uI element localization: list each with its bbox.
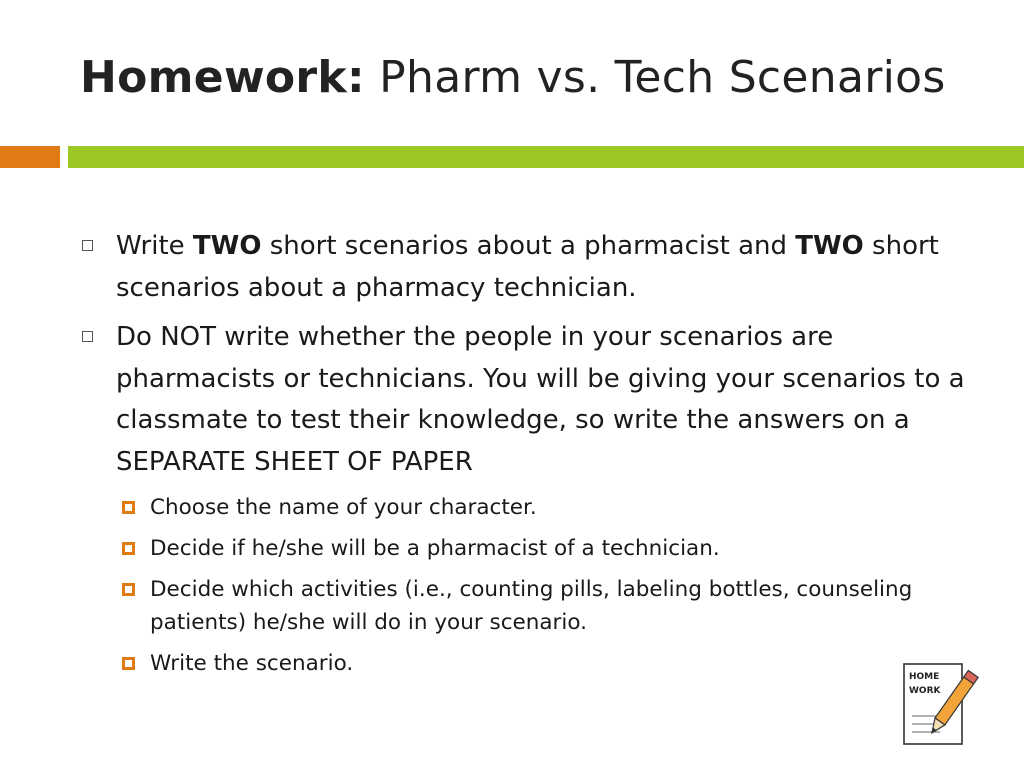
bullet-item	[82, 226, 982, 309]
bullet-emphasis: TWO	[795, 231, 864, 261]
square-bullet-icon	[82, 331, 93, 342]
accent-bar-orange	[0, 146, 60, 168]
sub-bullet-text: Choose the name of your character.	[150, 495, 537, 520]
sub-bullet-item	[116, 647, 982, 680]
square-subbullet-icon	[122, 583, 135, 596]
square-bullet-icon	[82, 240, 93, 251]
sub-bullet-item	[116, 491, 982, 524]
square-subbullet-icon	[122, 501, 135, 514]
sub-bullet-text: Decide which activities (i.e., counting pills, labeling bottles, counseling patients) he/she will do in your scenario.	[150, 577, 913, 635]
icon-label-home: HOME	[909, 672, 940, 682]
sub-bullet-text: Write the scenario.	[150, 651, 354, 676]
bullet-text: short scenarios about a pharmacist and	[261, 231, 796, 261]
square-subbullet-icon	[122, 542, 135, 555]
sub-bullet-text: Decide if he/she will be a pharmacist of a technician.	[150, 536, 720, 561]
accent-bar-green	[68, 146, 1024, 168]
bullet-emphasis: TWO	[192, 231, 262, 261]
sub-bullet-item	[116, 573, 982, 639]
slide-title	[80, 52, 946, 103]
icon-label-work: WORK	[909, 686, 941, 696]
bullet-text: Write	[116, 231, 193, 261]
bullet-text: short scenarios about a pharmacy technician.	[116, 231, 939, 303]
title-bold: Homework:	[80, 52, 365, 103]
bullet-text: Do NOT write whether the people in your scenarios are pharmacists or technicians. You will be giving your scenarios to a classmate to test their knowledge, so write the answers on a SEPARATE SHEET OF PAPER	[116, 322, 965, 477]
homework-icon	[898, 660, 984, 756]
sub-bullet-item	[116, 532, 982, 565]
bullet-item	[82, 317, 982, 483]
title-rest: Pharm vs. Tech Scenarios	[364, 52, 946, 103]
bullet-list	[82, 226, 982, 688]
square-subbullet-icon	[122, 657, 135, 670]
